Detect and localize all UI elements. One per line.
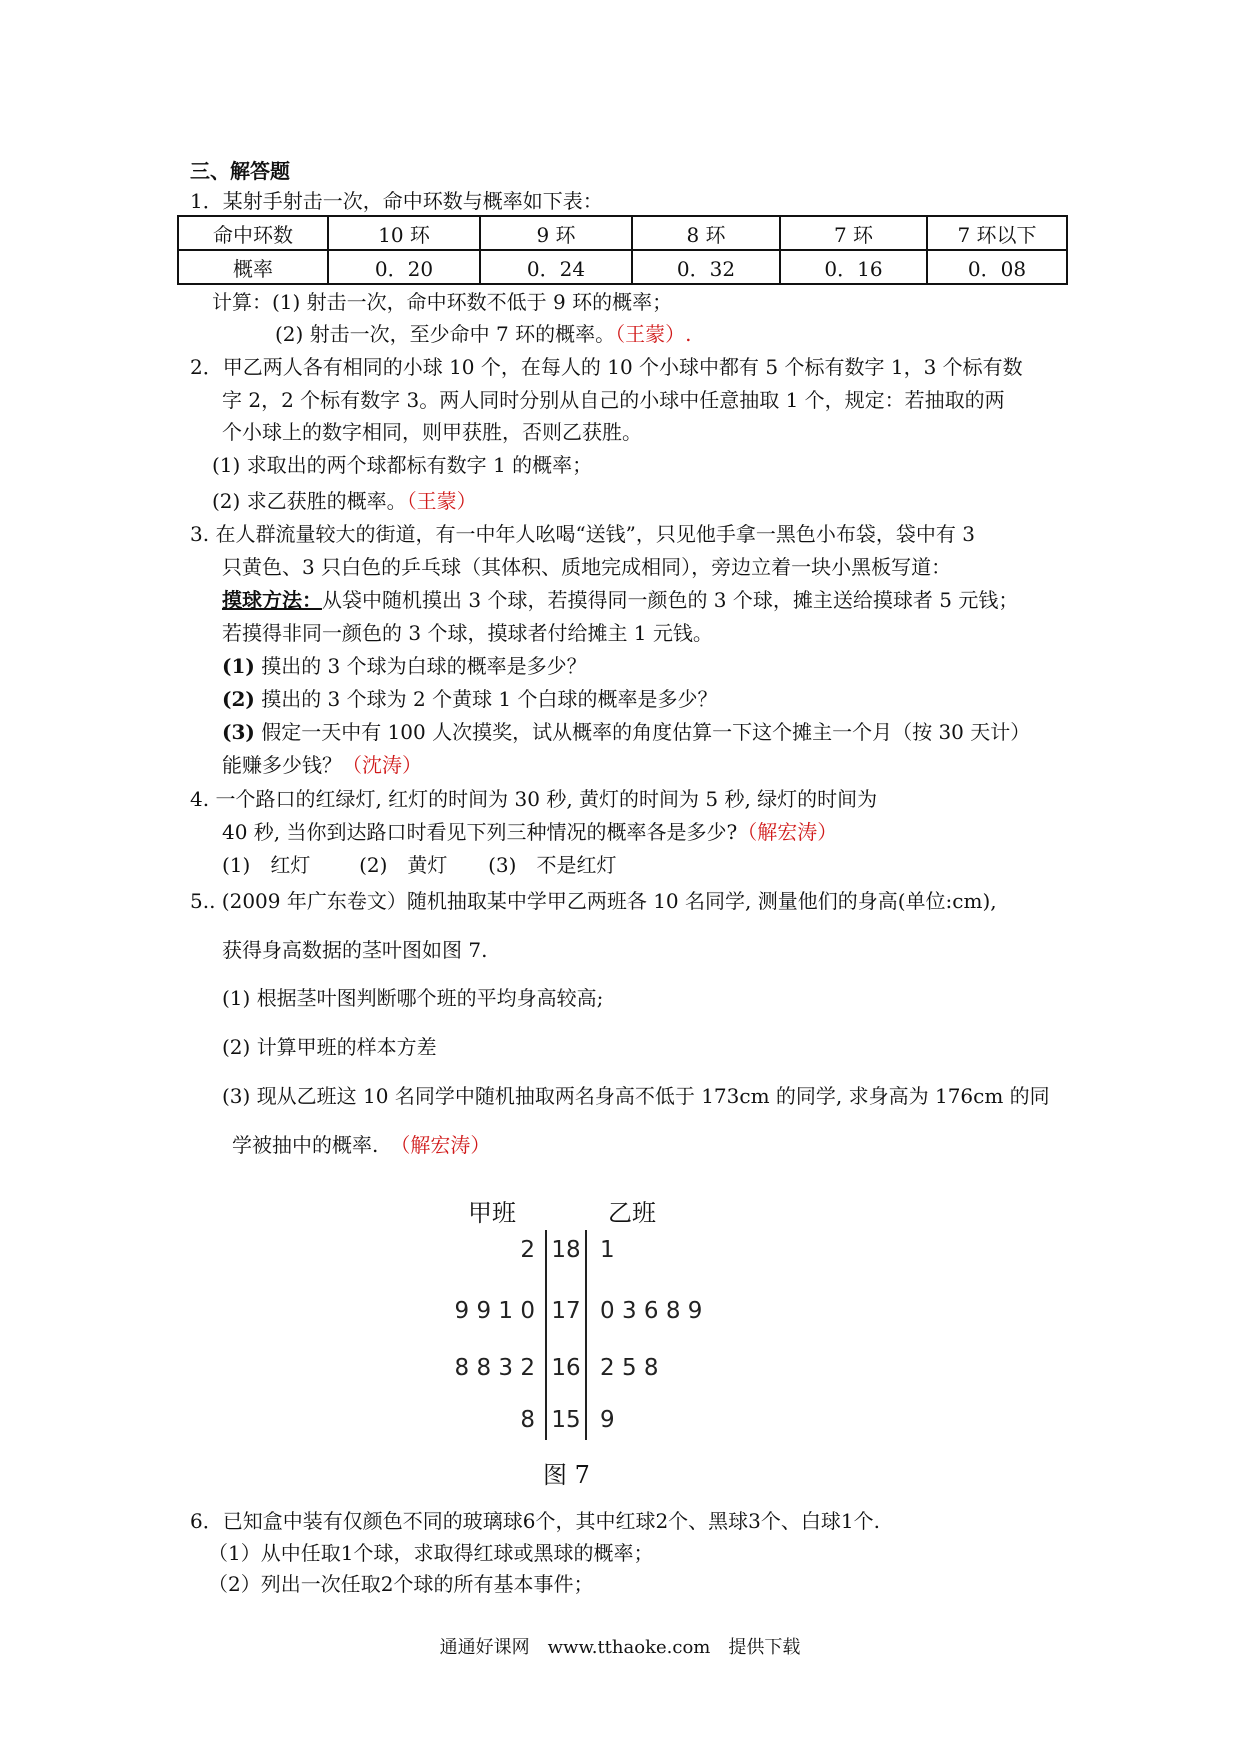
- table-cell: 0．20: [328, 250, 480, 284]
- stem-leaf-right-title: 乙班: [608, 1199, 656, 1227]
- q4-author: （解宏涛）: [737, 820, 838, 844]
- q4-line-2: [222, 819, 837, 845]
- table-cell: 0．08: [927, 250, 1067, 284]
- q3-sub-3b-text: 能赚多少钱？: [222, 753, 342, 777]
- stem-leaf-left-leaves: 8 8 3 2: [454, 1355, 535, 1381]
- q1-calc-2: [275, 321, 692, 347]
- q4-options: [222, 852, 616, 878]
- stem-divider-left: [545, 1230, 547, 1440]
- q3-method-text: 从袋中随机摸出 3 个球，若摸得同一颜色的 3 个球，摊主送给摸球者 5 元钱；: [322, 588, 1019, 612]
- q5-author: （解宏涛）: [390, 1133, 491, 1157]
- stem-leaf-left-leaves: 8: [520, 1407, 535, 1433]
- stem-leaf-stem: 18: [551, 1237, 581, 1263]
- q3-sub-2: [222, 686, 718, 712]
- table-cell: 9 环: [480, 216, 632, 250]
- stem-leaf-right-leaves: 9: [600, 1407, 615, 1433]
- q2-line-3: 个小球上的数字相同，则甲获胜，否则乙获胜。: [222, 420, 642, 444]
- q4-option-1: (1) 红灯: [222, 853, 311, 877]
- table-cell: 概率: [178, 250, 328, 284]
- q6-sub-1: （1）从中任取1个球，求取得红球或黑球的概率；: [208, 1541, 654, 1565]
- q3-method: [222, 587, 1018, 613]
- q2-sub-1: (1) 求取出的两个球都标有数字 1 的概率；: [212, 453, 593, 477]
- stem-leaf-right-leaves: 1: [600, 1237, 615, 1263]
- stem-leaf-right-leaves: 0 3 6 8 9: [600, 1298, 703, 1324]
- q6-line-1: 6．已知盒中装有仅颜色不同的玻璃球6个，其中红球2个、黑球3个、白球1个.: [190, 1509, 880, 1533]
- q3-method-label: 摸球方法：: [222, 588, 322, 612]
- table-cell: 0．32: [632, 250, 780, 284]
- table-cell: 10 环: [328, 216, 480, 250]
- figure-caption: 图 7: [543, 1461, 590, 1489]
- table-cell: 8 环: [632, 216, 780, 250]
- q3-sub-3-cont: [222, 752, 422, 778]
- q2-author: （王蒙）: [406, 489, 477, 513]
- q1-author: （王蒙）: [615, 322, 686, 346]
- table-row: [178, 250, 1067, 284]
- table-header-row: [178, 216, 1067, 250]
- probability-table: [177, 215, 1068, 285]
- q5-sub-2: (2) 计算甲班的样本方差: [222, 1035, 437, 1059]
- table-cell: 命中环数: [178, 216, 328, 250]
- q4-option-2: (2) 黄灯: [359, 853, 448, 877]
- page-footer: 通通好课网 www.tthaoke.com 提供下载: [439, 1637, 801, 1658]
- q3-line-2: 只黄色、3 只白色的乒乓球（其体积、质地完成相同），旁边立着一块小黑板写道：: [222, 555, 952, 579]
- table-cell: 0．16: [780, 250, 927, 284]
- q1-stem: 1．某射手射击一次，命中环数与概率如下表：: [190, 189, 603, 213]
- stem-leaf-stem: 16: [551, 1355, 581, 1381]
- q2-sub-2: [212, 488, 477, 514]
- stem-leaf-left-leaves: 9 9 1 0: [454, 1298, 535, 1324]
- q3-sub-2-number: (2): [222, 687, 255, 711]
- q5-line-1: 5.. (2009 年广东卷文）随机抽取某中学甲乙两班各 10 名同学, 测量他们的身高(单位:cm),: [190, 889, 997, 913]
- q5-line-2: 获得身高数据的茎叶图如图 7.: [222, 938, 488, 962]
- q6-sub-2: （2）列出一次任取2个球的所有基本事件；: [208, 1572, 594, 1596]
- q3-line-1: 3. 在人群流量较大的街道，有一中年人吆喝“送钱”，只见他手拿一黑色小布袋，袋中有 3: [190, 522, 975, 546]
- q5-sub-3b-text: 学被抽中的概率.: [232, 1133, 379, 1157]
- q4-line-2-text: 40 秒, 当你到达路口时看见下列三种情况的概率各是多少?: [222, 820, 738, 844]
- q2-line-1: 2．甲乙两人各有相同的小球 10 个，在每人的 10 个小球中都有 5 个标有数字 1，3 个标有数: [190, 355, 1023, 379]
- q1-calc-1: 计算：(1) 射击一次，命中环数不低于 9 环的概率；: [212, 290, 673, 314]
- q2-line-2: 字 2，2 个标有数字 3。两人同时分别从自己的小球中任意抽取 1 个，规定：若抽取的两: [222, 388, 1005, 412]
- q4-option-3: (3) 不是红灯: [488, 853, 617, 877]
- q5-sub-3: (3) 现从乙班这 10 名同学中随机抽取两名身高不低于 173cm 的同学, 求身高为 176cm 的同: [222, 1084, 1050, 1108]
- stem-leaf-stem: 15: [551, 1407, 581, 1433]
- table-cell: 0．24: [480, 250, 632, 284]
- q3-sub-3: [222, 719, 1030, 745]
- q3-sub-1-text: 摸出的 3 个球为白球的概率是多少？: [254, 654, 587, 678]
- q1-trailing-mark: .: [685, 322, 692, 346]
- q3-sub-3-number: (3): [222, 720, 255, 744]
- q1-calc-2-text: (2) 射击一次，至少命中 7 环的概率。: [275, 322, 616, 346]
- stem-divider-right: [585, 1230, 587, 1440]
- table-cell: 7 环以下: [927, 216, 1067, 250]
- q4-line-1: 4. 一个路口的红绿灯, 红灯的时间为 30 秒, 黄灯的时间为 5 秒, 绿灯的时间为: [190, 787, 878, 811]
- stem-leaf-right-leaves: 2 5 8: [600, 1355, 659, 1381]
- q3-author: （沈涛）: [342, 753, 422, 777]
- section-title: 三、解答题: [190, 159, 290, 183]
- table-cell: 7 环: [780, 216, 927, 250]
- q3-line-4: 若摸得非同一颜色的 3 个球，摸球者付给摊主 1 元钱。: [222, 621, 713, 645]
- q3-sub-3-text: 假定一天中有 100 人次摸奖，试从概率的角度估算一下这个摊主一个月（按 30 天计）: [254, 720, 1031, 744]
- q3-sub-1: [222, 653, 587, 679]
- q3-sub-2-text: 摸出的 3 个球为 2 个黄球 1 个白球的概率是多少？: [254, 687, 718, 711]
- stem-leaf-left-title: 甲班: [468, 1199, 516, 1227]
- q2-sub-2-text: (2) 求乙获胜的概率。: [212, 489, 407, 513]
- stem-leaf-left-leaves: 2: [520, 1237, 535, 1263]
- q5-sub-3-cont: [232, 1132, 490, 1158]
- q3-sub-1-number: (1): [222, 654, 255, 678]
- q5-sub-1: (1) 根据茎叶图判断哪个班的平均身高较高;: [222, 986, 604, 1010]
- stem-leaf-stem: 17: [551, 1298, 581, 1324]
